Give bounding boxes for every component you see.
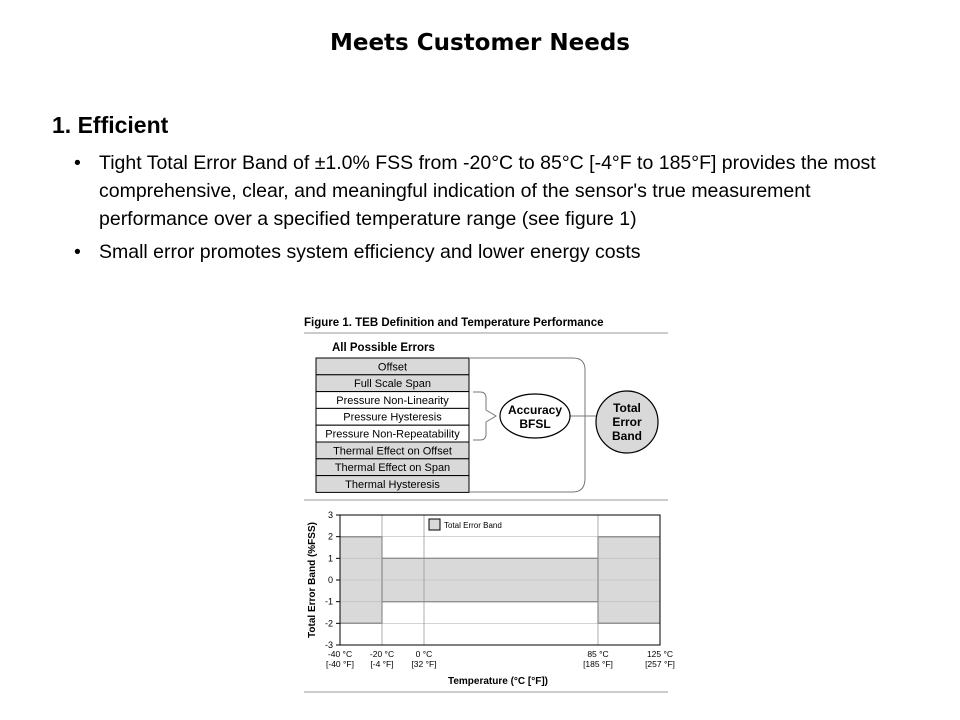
- bullet-text: Small error promotes system efficiency and lower energy costs: [99, 241, 641, 263]
- legend-swatch: [429, 519, 440, 530]
- error-row-label: Thermal Hysteresis: [345, 478, 440, 491]
- teb-chart: [307, 510, 675, 687]
- x-tick-label: 85 °C: [587, 649, 609, 659]
- x-tick-label-f: [-40 °F]: [326, 659, 354, 669]
- x-tick-label-f: [32 °F]: [411, 659, 437, 669]
- x-axis-label: Temperature (°C [°F]): [447, 676, 549, 687]
- errors-table: [316, 358, 469, 492]
- x-tick-label: -20 °C: [369, 649, 395, 659]
- x-tick-label: -40 °C: [327, 649, 353, 659]
- section-heading: 1. Efficient: [52, 112, 169, 138]
- teb-label-line3: Band: [612, 429, 642, 443]
- error-row-label: Full Scale Span: [353, 378, 432, 391]
- x-tick-label-f: [185 °F]: [583, 659, 613, 669]
- inner-bracket: [473, 392, 496, 440]
- error-row-label: Offset: [377, 361, 408, 374]
- teb-label-line2: Error: [612, 415, 642, 429]
- errors-heading: All Possible Errors: [332, 342, 435, 354]
- accuracy-label-line1: Accuracy: [507, 403, 563, 417]
- y-tick-label: 3: [327, 510, 333, 520]
- error-row-label: Pressure Non-Linearity: [336, 394, 449, 407]
- bullet-dot-icon: •: [74, 152, 81, 174]
- error-row-label: Pressure Non-Repeatability: [325, 428, 460, 441]
- x-tick-label: 125 °C: [646, 649, 674, 659]
- bullet-dot-icon: •: [74, 241, 81, 263]
- error-row-label: Thermal Effect on Span: [334, 462, 451, 475]
- x-tick-label-f: [257 °F]: [645, 659, 675, 669]
- x-tick-label: 0 °C: [415, 649, 433, 659]
- accuracy-label-line2: BFSL: [519, 417, 551, 431]
- y-axis-label: Total Error Band (%FSS): [307, 522, 318, 638]
- teb-label-line1: Total: [613, 401, 641, 415]
- slide-title: Meets Customer Needs: [329, 30, 631, 56]
- y-tick-label: -3: [324, 640, 333, 650]
- y-tick-label: 1: [327, 553, 333, 564]
- x-tick-label-f: [-4 °F]: [370, 659, 394, 669]
- error-row-label: Pressure Hysteresis: [343, 411, 442, 424]
- error-row-label: Thermal Effect on Offset: [333, 445, 452, 458]
- legend-label: Total Error Band: [444, 521, 502, 530]
- y-tick-label: 0: [327, 575, 333, 585]
- figure-title: Figure 1. TEB Definition and Temperature Performance: [304, 317, 604, 329]
- y-tick-label: -1: [324, 596, 333, 607]
- y-tick-label: -2: [324, 618, 333, 629]
- y-tick-label: 2: [327, 531, 333, 542]
- bullet-text: Tight Total Error Band of ±1.0% FSS from -20°C to 85°C [-4°F to 185°F] provides the most comprehensive, clear, and meaningful indication of the sensor's true measurement performance over a specified temperature range (see figure 1): [99, 152, 876, 230]
